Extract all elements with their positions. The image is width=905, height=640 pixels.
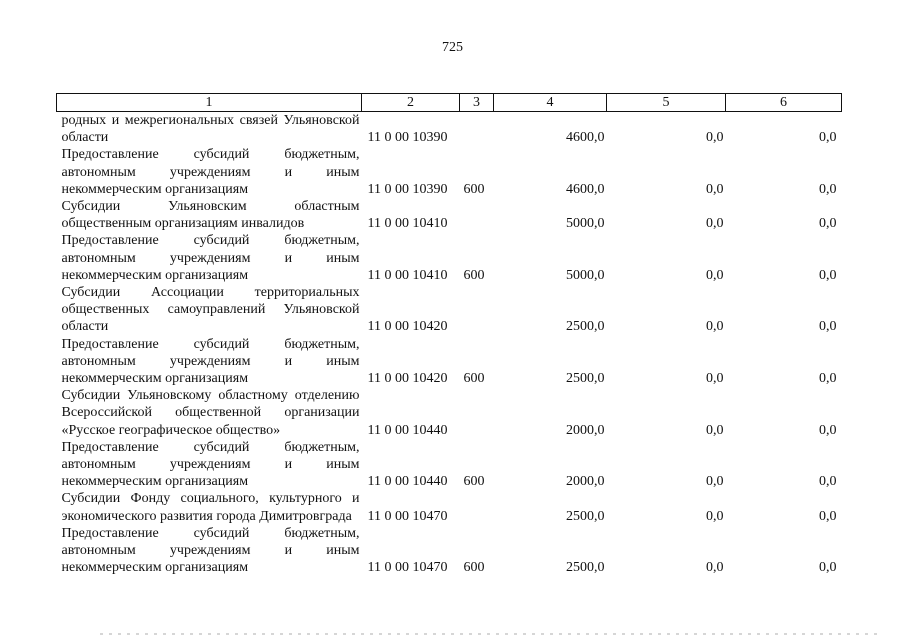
header-row (57, 94, 842, 112)
header-col-2: 2 (362, 94, 460, 112)
cell-name: Предоставление субсидий бюджетным, автономным учреждениям и иным некоммерческим организациям (61, 336, 360, 387)
cell-expense-type (460, 112, 494, 147)
cell-amount-col4: 2500,0 (566, 319, 605, 335)
cell-name: Субсидии Ульяновскому областному отделению Всероссийской общественной организации «Русское географическое общество» (61, 388, 360, 438)
table-row (57, 146, 842, 198)
cell-amount-col5: 0,0 (706, 181, 724, 197)
scan-artifact-line (100, 633, 880, 635)
cell-amount-col5: 0,0 (706, 130, 724, 146)
cell-target-code: 11 0 00 10410 (367, 267, 448, 283)
cell-name: Субсидии Фонду социального, культурного и экономического развития города Димитровграда (61, 491, 360, 524)
cell-amount-col4: 2000,0 (566, 422, 605, 438)
cell-amount-col5: 0,0 (706, 371, 724, 387)
table-row (57, 490, 842, 524)
cell-name: Предоставление субсидий бюджетным, автономным учреждениям и иным некоммерческим организациям (61, 233, 360, 283)
budget-table-wrapper (56, 93, 841, 576)
cell-amount-col5: 0,0 (706, 508, 724, 524)
cell-target-code: 11 0 00 10420 (367, 371, 448, 387)
cell-target-code: 11 0 00 10470 (367, 560, 448, 576)
cell-target-code: 11 0 00 10440 (367, 474, 448, 490)
cell-amount-col5: 0,0 (706, 560, 724, 576)
cell-target-code: 11 0 00 10390 (367, 181, 448, 197)
header-col-6: 6 (726, 94, 842, 112)
cell-name: Субсидии Ульяновским областным общественным организациям инвалидов (61, 199, 360, 232)
table-row (57, 525, 842, 577)
cell-amount-col4: 5000,0 (566, 216, 605, 232)
cell-amount-col6: 0,0 (819, 371, 837, 387)
cell-amount-col6: 0,0 (819, 216, 837, 232)
cell-expense-type: 600 (463, 560, 485, 576)
cell-expense-type: 600 (463, 474, 485, 490)
cell-amount-col6: 0,0 (819, 422, 837, 438)
cell-amount-col4: 2500,0 (566, 371, 605, 387)
cell-amount-col4: 2000,0 (566, 474, 605, 490)
page-number: 725 (442, 40, 463, 55)
cell-amount-col4: 2500,0 (566, 508, 605, 524)
table-row (57, 232, 842, 284)
cell-amount-col5: 0,0 (706, 216, 724, 232)
cell-amount-col6: 0,0 (819, 319, 837, 335)
cell-amount-col6: 0,0 (819, 474, 837, 490)
cell-amount-col4: 5000,0 (566, 267, 605, 283)
cell-target-code: 11 0 00 10410 (367, 216, 448, 232)
cell-amount-col6: 0,0 (819, 508, 837, 524)
cell-name: Субсидии Ассоциации территориальных общественных самоуправлений Ульяновской области (61, 285, 360, 335)
cell-target-code: 11 0 00 10420 (367, 319, 448, 335)
header-col-1: 1 (57, 94, 362, 112)
cell-name: Предоставление субсидий бюджетным, автономным учреждениям и иным некоммерческим организациям (61, 525, 360, 576)
cell-amount-col6: 0,0 (819, 560, 837, 576)
table-body (57, 112, 842, 577)
cell-amount-col5: 0,0 (706, 422, 724, 438)
budget-table (56, 93, 842, 576)
cell-amount-col5: 0,0 (706, 319, 724, 335)
cell-amount-col4: 4600,0 (566, 130, 605, 146)
cell-target-code: 11 0 00 10470 (367, 508, 448, 524)
cell-target-code: 11 0 00 10390 (367, 130, 448, 146)
cell-amount-col5: 0,0 (706, 474, 724, 490)
cell-expense-type: 600 (463, 181, 485, 197)
cell-name: Предоставление субсидий бюджетным, автономным учреждениям и иным некоммерческим организациям (61, 147, 360, 197)
table-row (57, 112, 842, 147)
cell-expense-type (460, 387, 494, 439)
cell-amount-col6: 0,0 (819, 181, 837, 197)
cell-name: Предоставление субсидий бюджетным, автономным учреждениям и иным некоммерческим организациям (61, 439, 360, 490)
table-row (57, 284, 842, 336)
header-col-3: 3 (460, 94, 494, 112)
table-row (57, 387, 842, 439)
cell-amount-col4: 2500,0 (566, 560, 605, 576)
header-col-5: 5 (607, 94, 726, 112)
cell-expense-type (460, 284, 494, 336)
table-header (57, 94, 842, 112)
table-row (57, 336, 842, 388)
cell-amount-col5: 0,0 (706, 267, 724, 283)
cell-amount-col6: 0,0 (819, 267, 837, 283)
cell-expense-type: 600 (463, 267, 485, 283)
cell-amount-col4: 4600,0 (566, 181, 605, 197)
table-row (57, 198, 842, 232)
cell-expense-type (460, 198, 494, 232)
cell-expense-type (460, 490, 494, 524)
cell-name: родных и межрегиональных связей Ульяновской области (61, 113, 360, 146)
cell-expense-type: 600 (463, 371, 485, 387)
header-col-4: 4 (494, 94, 607, 112)
cell-target-code: 11 0 00 10440 (367, 422, 448, 438)
cell-amount-col6: 0,0 (819, 130, 837, 146)
table-row (57, 439, 842, 491)
